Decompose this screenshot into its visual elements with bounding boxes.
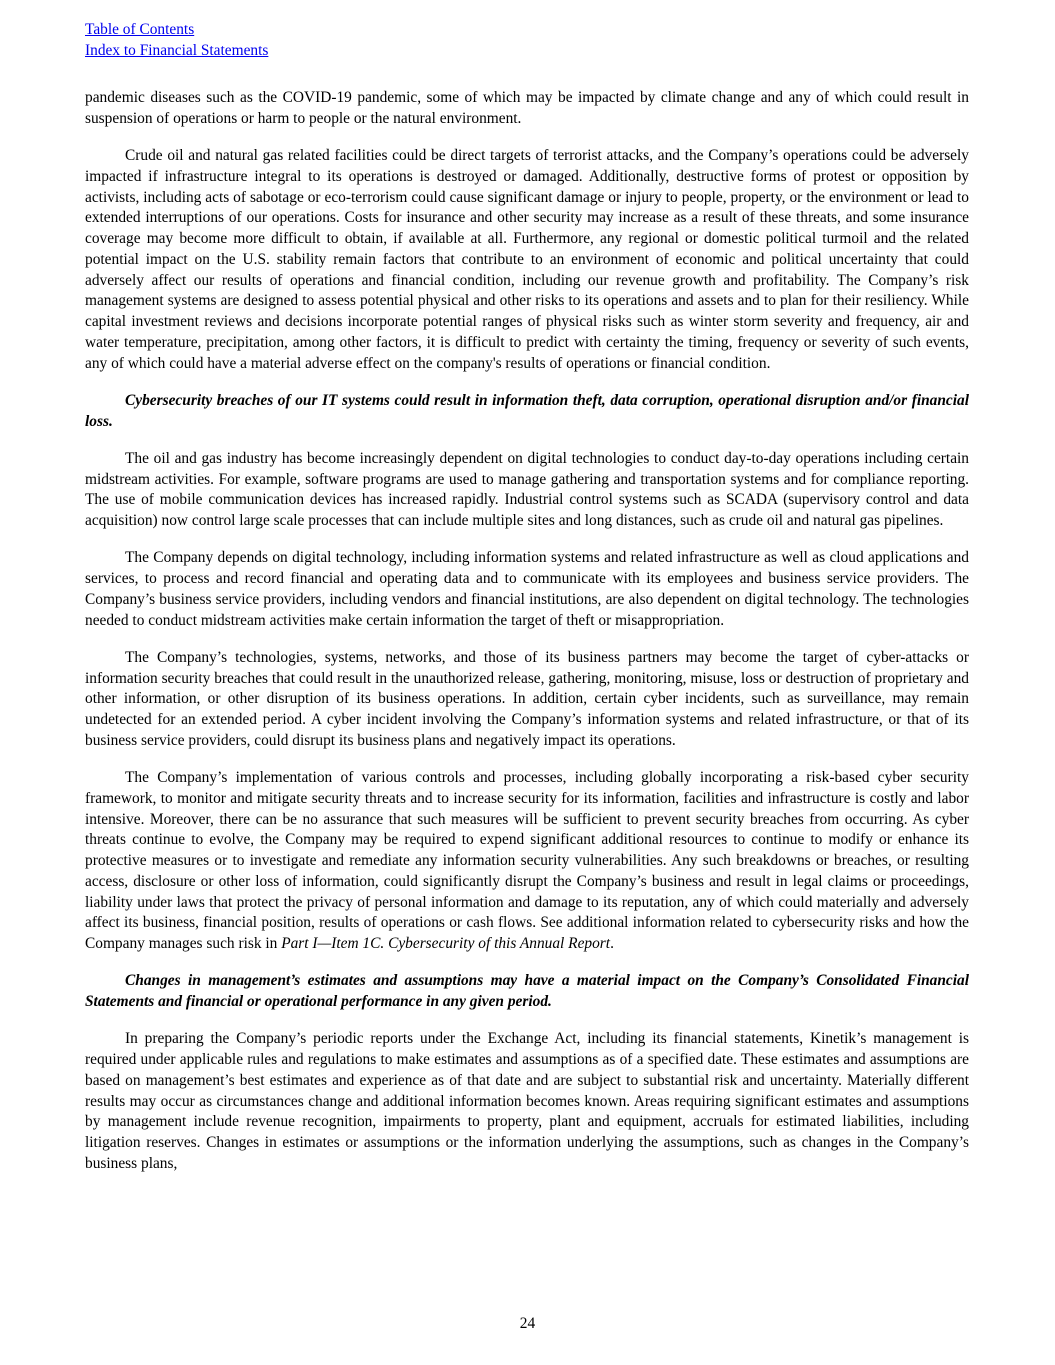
cross-reference: Part I—Item 1C. Cybersecurity of this Annual Report [281, 935, 611, 952]
paragraph-controls [85, 768, 969, 955]
paragraph-digital-technology: The Company depends on digital technology, including information systems and related infrastructure as well as cloud applications and services, to process and record financial and operating data and to communicate with its employees and business service providers. The Company’s business service providers, including vendors and financial institutions, are also dependent on digital technology. The technologies needed to conduct midstream activities make certain information the target of theft or misappropriation. [85, 549, 969, 629]
paragraph-cyber-attacks: The Company’s technologies, systems, networks, and those of its business partners may become the target of cyber-attacks or information security breaches that could result in the unauthorized release, gathering, monitoring, misuse, loss or destruction of proprietary and other information, or other disruption of its business operations. In addition, certain cyber incidents, such as surveillance, may remain undetected for an extended period. A cyber incident involving the Company’s information systems and related infrastructure, or that of its business service providers, could disrupt its business plans and negatively impact its operations. [85, 648, 969, 749]
paragraph-digital-dependence: The oil and gas industry has become increasingly dependent on digital technologies to conduct day-to-day operations including certain midstream activities. For example, software programs are used to manage gathering and transportation systems and for compliance reporting. The use of mobile communication devices has increased rapidly. Industrial control systems such as SCADA (supervisory control and data acquisition) now control large scale processes that can include multiple sites and long distances, such as crude oil and natural gas pipelines. [85, 449, 969, 529]
document-body [85, 88, 969, 1191]
paragraph-continued: pandemic diseases such as the COVID-19 pandemic, some of which may be impacted by climate change and any of which could result in suspension of operations or harm to people or the natural environment. [85, 89, 969, 127]
paragraph-controls-text: The Company’s implementation of various controls and processes, including globally incorporating a risk-based cyber security framework, to monitor and mitigate security threats and to increase security for its information, facilities and infrastructure is costly and labor intensive. Moreover, there can be no assurance that such measures will be sufficient to prevent security breaches from occurring. As cyber threats continue to evolve, the Company may be required to expend significant additional resources to continue to modify or enhance its protective measures or to investigate and remediate any information security vulnerabilities. Any such breakdowns or breaches, or resulting access, disclosure or other loss of information, could significantly disrupt the Company’s business and result in legal claims or proceedings, liability under laws that protect the privacy of personal information and damage to its reputation, any of which could materially and adversely affect its business, financial position, results of operations or cash flows. See additional information related to cybersecurity risks and how the Company manages such risk in [85, 769, 969, 952]
table-of-contents-link[interactable]: Table of Contents [85, 21, 195, 38]
paragraph-controls-end: . [610, 935, 614, 952]
index-to-financial-statements-link[interactable]: Index to Financial Statements [85, 41, 269, 59]
paragraph-terrorist-attacks: Crude oil and natural gas related facilities could be direct targets of terrorist attacks, and the Company’s operations could be adversely impacted if infrastructure integral to its operations is destroyed or damaged. Additionally, destructive forms of protest or opposition by activists, including acts of sabotage or eco-terrorism could cause significant damage or injury to people, property, or the environment or lead to extended interruptions of our operations. Costs for insurance and other security may increase as a result of these threats, and some insurance coverage may become more difficult to obtain, if available at all. Furthermore, any regional or domestic political turmoil and the related potential impact on the U.S. stability remain factors that contribute to an environment of economic and political uncertainty that could adversely affect our results of operations and financial condition, including our revenue growth and profitability. The Company’s risk management systems are designed to assess potential physical and other risks to its operations and assets and to plan for their resiliency. While capital investment reviews and decisions incorporate potential ranges of physical risks such as winter storm severity and frequency, air and water temperature, precipitation, among other factors, it is difficult to predict with certainty the timing, frequency or severity of such events, any of which could have a material adverse effect on the company's results of operations or financial condition. [85, 147, 969, 372]
risk-heading-estimates: Changes in management’s estimates and assumptions may have a material impact on the Company’s Consolidated Financial Statements and financial or operational performance in any given period. [85, 972, 969, 1010]
paragraph-estimates: In preparing the Company’s periodic reports under the Exchange Act, including its financial statements, Kinetik’s management is required under applicable rules and regulations to make estimates and assumptions as of a specified date. These estimates and assumptions are based on management’s best estimates and experience as of that date and are subject to substantial risk and uncertainty. Materially different results may occur as circumstances change and additional information becomes known. Areas requiring significant estimates and assumptions by management include revenue recognition, impairments to property, plant and equipment, accruals for estimated liabilities, including litigation reserves. Changes in estimates or assumptions or the information underlying the assumptions, such as changes in the Company’s business plans, [85, 1030, 969, 1172]
header-nav [85, 20, 268, 61]
risk-heading-cybersecurity: Cybersecurity breaches of our IT systems could result in information theft, data corruption, operational disruption and/or financial loss. [85, 391, 969, 430]
page-number: 24 [519, 1315, 536, 1332]
